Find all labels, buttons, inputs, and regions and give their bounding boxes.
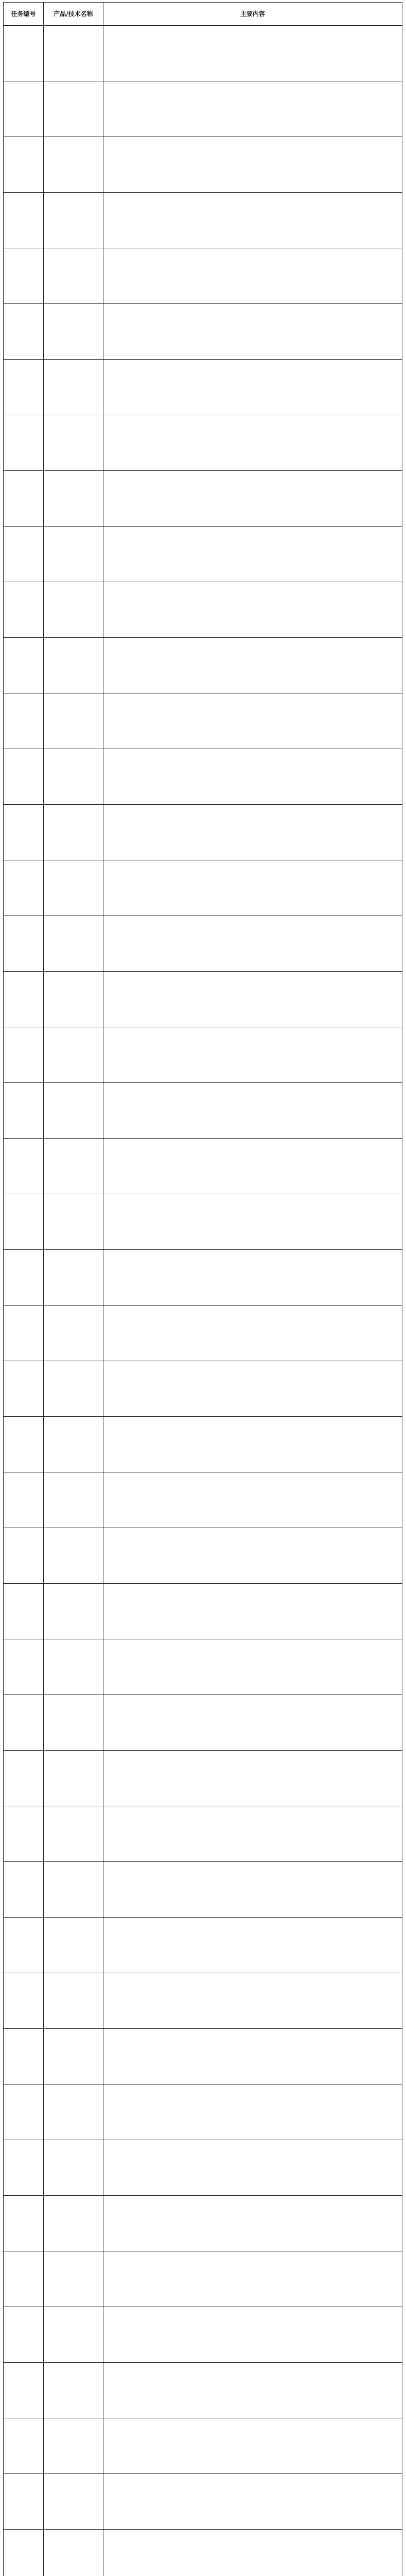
product-name-cell xyxy=(44,1973,103,2029)
main-content-cell xyxy=(103,1472,402,1528)
table-row xyxy=(4,2363,402,2418)
main-content-cell xyxy=(103,916,402,972)
table-row xyxy=(4,1973,402,2029)
task-id-cell xyxy=(4,1806,44,1862)
main-content-cell xyxy=(103,26,402,81)
product-name-cell xyxy=(44,749,103,805)
table-row xyxy=(4,1528,402,1584)
main-content-cell xyxy=(103,360,402,415)
table-row xyxy=(4,81,402,137)
product-name-cell xyxy=(44,415,103,471)
main-content-cell xyxy=(103,137,402,193)
table-row xyxy=(4,415,402,471)
table-row xyxy=(4,1862,402,1918)
product-name-cell xyxy=(44,1751,103,1806)
task-id-cell xyxy=(4,1139,44,1194)
task-id-cell xyxy=(4,2140,44,2196)
task-id-cell xyxy=(4,693,44,749)
task-id-cell xyxy=(4,2530,44,2576)
table-row xyxy=(4,527,402,582)
main-content-cell xyxy=(103,2530,402,2576)
table-body xyxy=(4,26,402,2576)
task-id-cell xyxy=(4,26,44,81)
main-content-cell xyxy=(103,693,402,749)
main-content-cell xyxy=(103,471,402,527)
product-name-cell xyxy=(44,1306,103,1361)
table-row xyxy=(4,2474,402,2530)
table-row xyxy=(4,2251,402,2307)
task-id-cell xyxy=(4,1472,44,1528)
table-row xyxy=(4,304,402,360)
table-row xyxy=(4,582,402,638)
table-row xyxy=(4,2029,402,2084)
task-id-cell xyxy=(4,1584,44,1639)
task-id-cell xyxy=(4,137,44,193)
table-row xyxy=(4,1417,402,1472)
task-id-cell xyxy=(4,2029,44,2084)
task-id-cell xyxy=(4,248,44,304)
main-content-cell xyxy=(103,527,402,582)
table-row xyxy=(4,1306,402,1361)
main-content-cell xyxy=(103,638,402,693)
task-id-cell xyxy=(4,471,44,527)
task-id-cell xyxy=(4,1973,44,2029)
table-row xyxy=(4,471,402,527)
product-name-cell xyxy=(44,1584,103,1639)
main-content-cell xyxy=(103,2140,402,2196)
task-id-cell xyxy=(4,304,44,360)
main-content-cell xyxy=(103,2029,402,2084)
product-name-cell xyxy=(44,2363,103,2418)
main-content-cell xyxy=(103,1306,402,1361)
product-name-cell xyxy=(44,360,103,415)
main-content-cell xyxy=(103,1639,402,1695)
main-content-cell xyxy=(103,248,402,304)
main-content-cell xyxy=(103,1918,402,1973)
task-id-cell xyxy=(4,749,44,805)
table-row xyxy=(4,1918,402,1973)
product-name-cell xyxy=(44,1250,103,1306)
main-content-cell xyxy=(103,582,402,638)
product-name-cell xyxy=(44,2530,103,2576)
task-id-cell xyxy=(4,2474,44,2530)
table-row xyxy=(4,2084,402,2140)
main-content-cell xyxy=(103,304,402,360)
task-id-cell xyxy=(4,1194,44,1250)
task-id-cell xyxy=(4,1862,44,1918)
product-name-cell xyxy=(44,582,103,638)
header-task-id: 任务编号 xyxy=(4,3,44,26)
task-id-cell xyxy=(4,2363,44,2418)
task-id-cell xyxy=(4,2196,44,2251)
task-id-cell xyxy=(4,1695,44,1751)
table-row xyxy=(4,2418,402,2474)
main-content-cell xyxy=(103,2474,402,2530)
product-name-cell xyxy=(44,471,103,527)
main-content-cell xyxy=(103,2418,402,2474)
table-row xyxy=(4,193,402,248)
main-content-cell xyxy=(103,193,402,248)
product-name-cell xyxy=(44,1139,103,1194)
main-content-cell xyxy=(103,2363,402,2418)
table-row xyxy=(4,749,402,805)
product-name-cell xyxy=(44,1472,103,1528)
table-row xyxy=(4,805,402,860)
product-name-cell xyxy=(44,1361,103,1417)
product-name-cell xyxy=(44,1417,103,1472)
task-id-cell xyxy=(4,360,44,415)
product-name-cell xyxy=(44,638,103,693)
task-id-cell xyxy=(4,1083,44,1139)
product-name-cell xyxy=(44,2029,103,2084)
main-content-cell xyxy=(103,1083,402,1139)
table-row xyxy=(4,1194,402,1250)
main-content-cell xyxy=(103,860,402,916)
table-row xyxy=(4,360,402,415)
product-name-cell xyxy=(44,304,103,360)
main-content-cell xyxy=(103,1751,402,1806)
main-content-cell xyxy=(103,1194,402,1250)
product-name-cell xyxy=(44,248,103,304)
table-row xyxy=(4,1027,402,1083)
task-id-cell xyxy=(4,2307,44,2363)
main-content-cell xyxy=(103,1695,402,1751)
product-name-cell xyxy=(44,1639,103,1695)
task-table xyxy=(3,2,402,2576)
task-id-cell xyxy=(4,193,44,248)
task-id-cell xyxy=(4,415,44,471)
task-id-cell xyxy=(4,527,44,582)
table-row xyxy=(4,638,402,693)
product-name-cell xyxy=(44,193,103,248)
task-id-cell xyxy=(4,638,44,693)
table-row xyxy=(4,1584,402,1639)
table-row xyxy=(4,26,402,81)
product-name-cell xyxy=(44,1083,103,1139)
table-row xyxy=(4,2196,402,2251)
table-row xyxy=(4,137,402,193)
table-row xyxy=(4,2140,402,2196)
product-name-cell xyxy=(44,693,103,749)
product-name-cell xyxy=(44,1862,103,1918)
product-name-cell xyxy=(44,860,103,916)
product-name-cell xyxy=(44,2196,103,2251)
main-content-cell xyxy=(103,805,402,860)
product-name-cell xyxy=(44,26,103,81)
table-row xyxy=(4,248,402,304)
table-row xyxy=(4,1139,402,1194)
task-id-cell xyxy=(4,1417,44,1472)
task-id-cell xyxy=(4,916,44,972)
task-id-cell xyxy=(4,1918,44,1973)
main-content-cell xyxy=(103,1584,402,1639)
table-row xyxy=(4,1751,402,1806)
table-row xyxy=(4,1695,402,1751)
task-id-cell xyxy=(4,1361,44,1417)
header-product-name: 产品/技术名称 xyxy=(44,3,103,26)
product-name-cell xyxy=(44,2474,103,2530)
main-content-cell xyxy=(103,1417,402,1472)
task-id-cell xyxy=(4,1751,44,1806)
product-name-cell xyxy=(44,2084,103,2140)
product-name-cell xyxy=(44,1027,103,1083)
header-row xyxy=(4,3,402,26)
task-id-cell xyxy=(4,805,44,860)
main-content-cell xyxy=(103,81,402,137)
product-name-cell xyxy=(44,1806,103,1862)
table-row xyxy=(4,1639,402,1695)
table-row xyxy=(4,1361,402,1417)
product-name-cell xyxy=(44,972,103,1027)
product-name-cell xyxy=(44,2307,103,2363)
task-id-cell xyxy=(4,972,44,1027)
table-row xyxy=(4,972,402,1027)
main-content-cell xyxy=(103,2196,402,2251)
product-name-cell xyxy=(44,1918,103,1973)
product-name-cell xyxy=(44,2418,103,2474)
main-content-cell xyxy=(103,1361,402,1417)
table-row xyxy=(4,916,402,972)
task-id-cell xyxy=(4,2418,44,2474)
task-id-cell xyxy=(4,2251,44,2307)
product-name-cell xyxy=(44,805,103,860)
product-name-cell xyxy=(44,527,103,582)
table-row xyxy=(4,1806,402,1862)
header-main-content: 主要内容 xyxy=(103,3,402,26)
product-name-cell xyxy=(44,1695,103,1751)
task-id-cell xyxy=(4,1250,44,1306)
main-content-cell xyxy=(103,2251,402,2307)
main-content-cell xyxy=(103,1973,402,2029)
table-row xyxy=(4,1250,402,1306)
product-name-cell xyxy=(44,916,103,972)
product-name-cell xyxy=(44,2140,103,2196)
task-id-cell xyxy=(4,1639,44,1695)
main-content-cell xyxy=(103,1139,402,1194)
table-row xyxy=(4,2530,402,2576)
product-name-cell xyxy=(44,1194,103,1250)
task-id-cell xyxy=(4,1528,44,1584)
task-id-cell xyxy=(4,860,44,916)
main-content-cell xyxy=(103,2307,402,2363)
main-content-cell xyxy=(103,1250,402,1306)
task-id-cell xyxy=(4,1306,44,1361)
table-row xyxy=(4,693,402,749)
main-content-cell xyxy=(103,972,402,1027)
main-content-cell xyxy=(103,1528,402,1584)
main-content-cell xyxy=(103,2084,402,2140)
main-content-cell xyxy=(103,1027,402,1083)
table-header xyxy=(4,3,402,26)
main-content-cell xyxy=(103,1862,402,1918)
table-row xyxy=(4,1472,402,1528)
task-id-cell xyxy=(4,2084,44,2140)
table-row xyxy=(4,860,402,916)
product-name-cell xyxy=(44,2251,103,2307)
task-id-cell xyxy=(4,1027,44,1083)
task-id-cell xyxy=(4,81,44,137)
task-id-cell xyxy=(4,582,44,638)
main-content-cell xyxy=(103,749,402,805)
product-name-cell xyxy=(44,81,103,137)
table-row xyxy=(4,1083,402,1139)
product-name-cell xyxy=(44,137,103,193)
product-name-cell xyxy=(44,1528,103,1584)
table-row xyxy=(4,2307,402,2363)
main-content-cell xyxy=(103,415,402,471)
main-content-cell xyxy=(103,1806,402,1862)
